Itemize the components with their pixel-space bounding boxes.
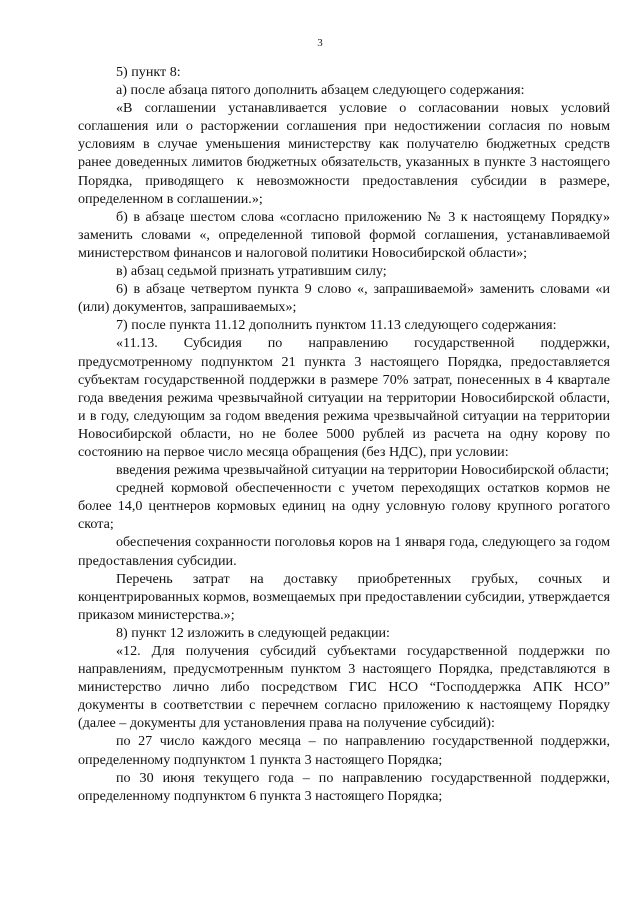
paragraph-item-7: 7) после пункта 11.12 дополнить пунктом 11.13 следующего содержания:	[116, 317, 557, 334]
paragraph-deadline-27: по 27 число каждого месяца – по направлению государственной поддержки, определенному подпунктом 1 пункта 3 настоящего Порядка;	[78, 733, 610, 768]
paragraph-item-5: 5) пункт 8:	[116, 64, 181, 80]
paragraph-condition-emergency: введения режима чрезвычайной ситуации на территории Новосибирской области;	[116, 462, 610, 479]
paragraph-quoted-agreement: «В соглашении устанавливается условие о согласовании новых условий соглашения или о расторжении соглашения при недостижении согласия по новым условиям в случае уменьшения министерству как получателю бюджетных средств ранее доведенных лимитов бюджетных обязательств, указанных в пункте 3 настоящего Порядка, приводящего к невозможности предоставления субсидии в размере, определенном в соглашении.»;	[78, 100, 610, 207]
page-number: 3	[317, 37, 323, 49]
paragraph-quoted-12: «12. Для получения субсидий субъектами государственной поддержки по направлениям, предусмотренным пунктом 3 настоящего Порядка, представляются в министерство лично либо посредством ГИС НСО “Господдержка АПК НСО” документы в соответствии с перечнем согласно приложению к настоящему Порядку (далее – документы для установления права на получение субсидий):	[78, 643, 610, 732]
paragraph-condition-feed: средней кормовой обеспеченности с учетом переходящих остатков кормов не более 14,0 центнеров кормовых единиц на одну условную голову крупного рогатого скота;	[78, 480, 610, 533]
paragraph-item-8: 8) пункт 12 изложить в следующей редакции:	[116, 624, 390, 641]
paragraph-item-6: 6) в абзаце четвертом пункта 9 слово «, запрашиваемой» заменить словами «и (или) документов, запрашиваемых»;	[78, 281, 610, 316]
paragraph-quoted-11-13: «11.13. Субсидия по направлению государственной поддержки, предусмотренному подпунктом 21 пункта 3 настоящего Порядка, предоставляется субъектам государственной поддержки в размере 70% затрат, понесенных в 4 квартале года введения режима чрезвычайной ситуации на территории Новосибирской области, и в году, следующим за годом введения режима чрезвычайной ситуации на территории Новосибирской области, но не более 5000 рублей из расчета на одну корову по состоянию на первое число месяца обращения (без НДС), при условии:	[78, 335, 610, 460]
paragraph-subitem-b: б) в абзаце шестом слова «согласно приложению № 3 к настоящему Порядку» заменить словами «, определенной типовой формой соглашения, устанавливаемой министерством финансов и налоговой политики Новосибирской области»;	[78, 208, 610, 261]
paragraph-subitem-v: в) абзац седьмой признать утратившим силу;	[116, 263, 387, 280]
paragraph-condition-livestock: обеспечения сохранности поголовья коров на 1 января года, следующего за годом предоставления субсидии.	[78, 534, 610, 569]
document-body	[78, 63, 610, 805]
paragraph-deadline-june-30: по 30 июня текущего года – по направлению государственной поддержки, определенному подпунктом 6 пункта 3 настоящего Порядка;	[78, 769, 610, 804]
paragraph-cost-list: Перечень затрат на доставку приобретенных грубых, сочных и концентрированных кормов, возмещаемых при предоставлении субсидии, утверждается приказом министерства.»;	[78, 570, 610, 623]
paragraph-subitem-a: а) после абзаца пятого дополнить абзацем следующего содержания:	[116, 82, 525, 99]
